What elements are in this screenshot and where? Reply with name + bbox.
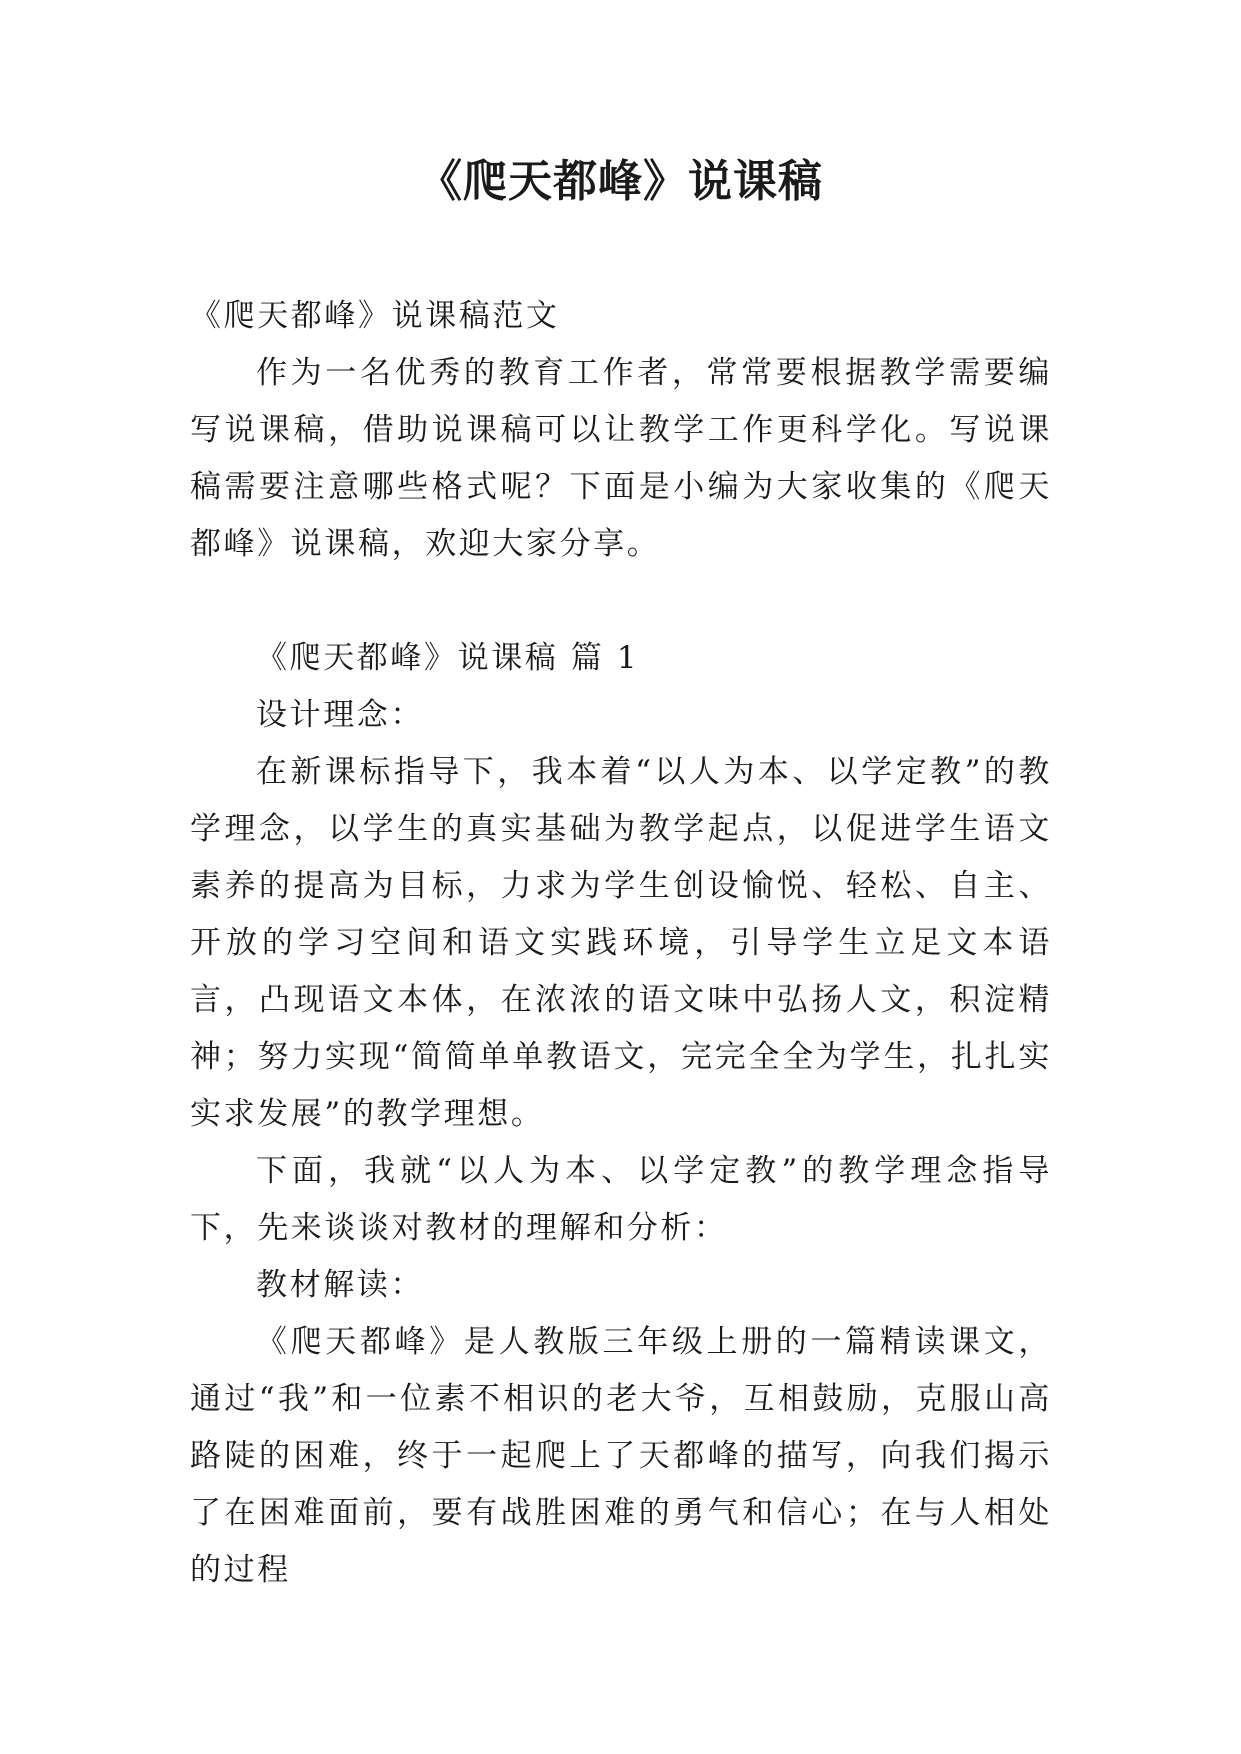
design-concept-heading: 设计理念： xyxy=(256,697,424,733)
document-body xyxy=(190,288,1052,1599)
design-concept-paragraph: 在新课标指导下，我本着“以人为本、以学定教”的教学理念，以学生的真实基础为教学起点，以促进学生语文素养的提高为目标，力求为学生创设愉悦、轻松、自主、开放的学习空间和语文实践环境，引导学生立足文本语言，凸现语文本体，在浓浓的语文味中弘扬人文，积淀精神；努力实现“简简单单教语文，完完全全为学生，扎扎实实求发展”的教学理想。 xyxy=(190,754,1052,1132)
transition-paragraph: 下面，我就“以人为本、以学定教”的教学理念指导下，先来谈谈对教材的理解和分析： xyxy=(190,1153,1052,1246)
textbook-reading-paragraph: 《爬天都峰》是人教版三年级上册的一篇精读课文，通过“我”和一位素不相识的老大爷，互相鼓励，克服山高路陡的困难，终于一起爬上了天都峰的描写，向我们揭示了在困难面前，要有战胜困难的勇气和信心；在与人相处的过程 xyxy=(190,1324,1052,1588)
section-heading: 《爬天都峰》说课稿 篇 1 xyxy=(256,640,640,676)
textbook-reading-heading: 教材解读： xyxy=(256,1267,424,1303)
subtitle-paragraph: 《爬天都峰》说课稿范文 xyxy=(190,298,560,334)
intro-paragraph: 作为一名优秀的教育工作者，常常要根据教学需要编写说课稿，借助说课稿可以让教学工作更科学化。写说课稿需要注意哪些格式呢？下面是小编为大家收集的《爬天都峰》说课稿，欢迎大家分享。 xyxy=(190,355,1052,562)
document-title: 《爬天都峰》说课稿 xyxy=(418,156,823,207)
